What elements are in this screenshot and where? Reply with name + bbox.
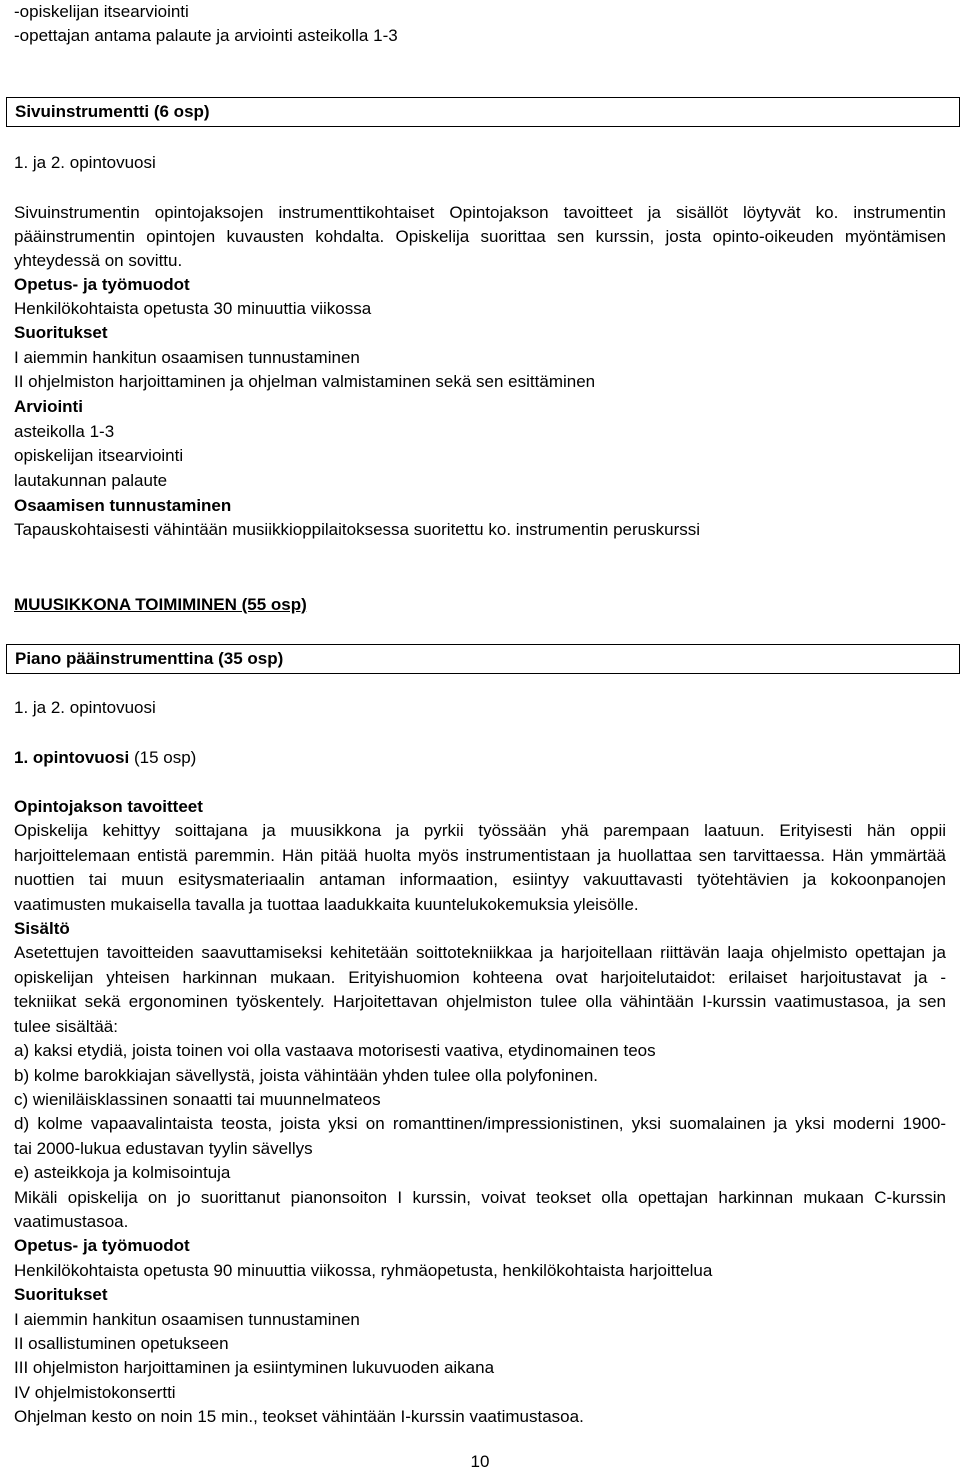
list-item: I aiemmin hankitun osaamisen tunnustaminen — [14, 348, 360, 367]
section-heading: Opetus- ja työmuodot — [14, 1236, 190, 1255]
paragraph-line: pääinstrumentin opintojen kuvausten kohdalta. Opiskelija suorittaa sen kurssin, josta opinto-oikeuden myöntämisen — [14, 227, 946, 246]
page-number: 10 — [470, 1452, 490, 1471]
list-item: II ohjelmiston harjoittaminen ja ohjelman valmistaminen sekä sen esittäminen — [14, 372, 596, 391]
list-item: I aiemmin hankitun osaamisen tunnustaminen — [14, 1310, 360, 1329]
paragraph-line: Henkilökohtaista opetusta 90 minuuttia viikossa, ryhmäopetusta, henkilökohtaista harjoittelua — [14, 1261, 713, 1280]
paragraph-line: tulee sisältää: — [14, 1017, 118, 1036]
section-box-title — [6, 644, 960, 674]
section-heading: Suoritukset — [14, 1285, 108, 1304]
section-heading: Arviointi — [14, 397, 83, 416]
paragraph-line: harjoittelemaan entistä paremmin. Hän pitää huolta myös instrumentistaan ja huollattaa sen tarvittaessa. Hän ymmärtää — [14, 846, 946, 865]
section-heading: Opetus- ja työmuodot — [14, 275, 190, 294]
paragraph-line: opiskelijan yhteisen harkinnan mukaan. Erityishuomion kohteena ovat harjoitelutaidot: erilaiset harjoitustavat ja - — [14, 968, 946, 987]
year-label: 1. opintovuosi — [14, 748, 130, 767]
box-title-text: Sivuinstrumentti (6 osp) — [15, 102, 210, 121]
section-heading: Suoritukset — [14, 323, 108, 342]
list-item: opiskelijan itsearviointi — [14, 446, 184, 465]
list-item: asteikolla 1-3 — [14, 422, 115, 441]
box-title-text: Piano pääinstrumenttina (35 osp) — [15, 649, 284, 668]
study-years: 1. ja 2. opintovuosi — [14, 153, 156, 172]
chapter-title: MUUSIKKONA TOIMIMINEN (55 osp) — [14, 595, 307, 614]
list-item: c) wieniläisklassinen sonaatti tai muunnelmateos — [14, 1090, 381, 1109]
list-item: b) kolme barokkiajan sävellystä, joista vähintään yhden tulee olla polyfoninen. — [14, 1066, 599, 1085]
list-item: lautakunnan palaute — [14, 471, 168, 490]
list-item: -opettajan antama palaute ja arviointi asteikolla 1-3 — [14, 26, 398, 45]
paragraph-line: Mikäli opiskelija on jo suorittanut pianonsoiton I kurssin, voivat teokset olla opettajan harkinnan mukaan C-kurssin — [14, 1188, 946, 1207]
list-item: II osallistuminen opetukseen — [14, 1334, 229, 1353]
study-years: 1. ja 2. opintovuosi — [14, 698, 156, 717]
paragraph-line: nuottien tai muun esitysmateriaalin antaman informaation, esiintyy vakuuttavasti työtehtävien ja kokoonpanojen — [14, 870, 946, 889]
list-item: d) kolme vapaavalintaista teosta, joista yksi on romanttinen/impressionistinen, yksi suomalainen ja yksi moderni 1900- — [14, 1114, 946, 1133]
section-heading: Osaamisen tunnustaminen — [14, 496, 232, 515]
paragraph-line: vaatimusten mukaisella tavalla ja tuottaa laadukkaita kuuntelukokemuksia yleisölle. — [14, 895, 639, 914]
list-item: tai 2000-lukua edustavan tyylin sävellys — [14, 1139, 313, 1158]
list-item: e) asteikkoja ja kolmisointuja — [14, 1163, 231, 1182]
section-heading: Opintojakson tavoitteet — [14, 797, 203, 816]
paragraph-line: yhteydessä on sovittu. — [14, 251, 183, 270]
paragraph-line: Opiskelija kehittyy soittajana ja muusikkona ja pyrkii työssään yhä parempaan laatuun. Erityisesti hän oppii — [14, 821, 946, 840]
section-box-title — [6, 97, 960, 127]
paragraph-line: vaatimustasoa. — [14, 1212, 129, 1231]
paragraph-line: Henkilökohtaista opetusta 30 minuuttia viikossa — [14, 299, 372, 318]
paragraph-line: tekniikat sekä ergonominen työskentely. Harjoitettavan ohjelmiston tulee olla vähintään I-kurssin vaatimustasoa, ja sen — [14, 992, 946, 1011]
paragraph-line: Tapauskohtaisesti vähintään musiikkioppilaitoksessa suoritettu ko. instrumentin peruskurssi — [14, 520, 701, 539]
paragraph-line: Sivuinstrumentin opintojaksojen instrumenttikohtaiset Opintojakson tavoitteet ja sisällöt löytyvät ko. instrumentin — [14, 203, 946, 222]
paragraph-line: Asetettujen tavoitteiden saavuttamiseksi kehitetään soittotekniikkaa ja harjoitellaan riittävän laaja ohjelmisto opettajan ja — [14, 943, 946, 962]
year-credits: (15 osp) — [129, 748, 197, 767]
section-heading: Sisältö — [14, 919, 70, 938]
list-item: a) kaksi etydiä, joista toinen voi olla vastaava motorisesti vaativa, etydinomainen teos — [14, 1041, 656, 1060]
list-item: III ohjelmiston harjoittaminen ja esiintyminen lukuvuoden aikana — [14, 1358, 495, 1377]
year-heading — [14, 746, 196, 770]
list-item: -opiskelijan itsearviointi — [14, 2, 189, 21]
list-item: IV ohjelmistokonsertti — [14, 1383, 176, 1402]
paragraph-line: Ohjelman kesto on noin 15 min., teokset vähintään I-kurssin vaatimustasoa. — [14, 1407, 584, 1426]
